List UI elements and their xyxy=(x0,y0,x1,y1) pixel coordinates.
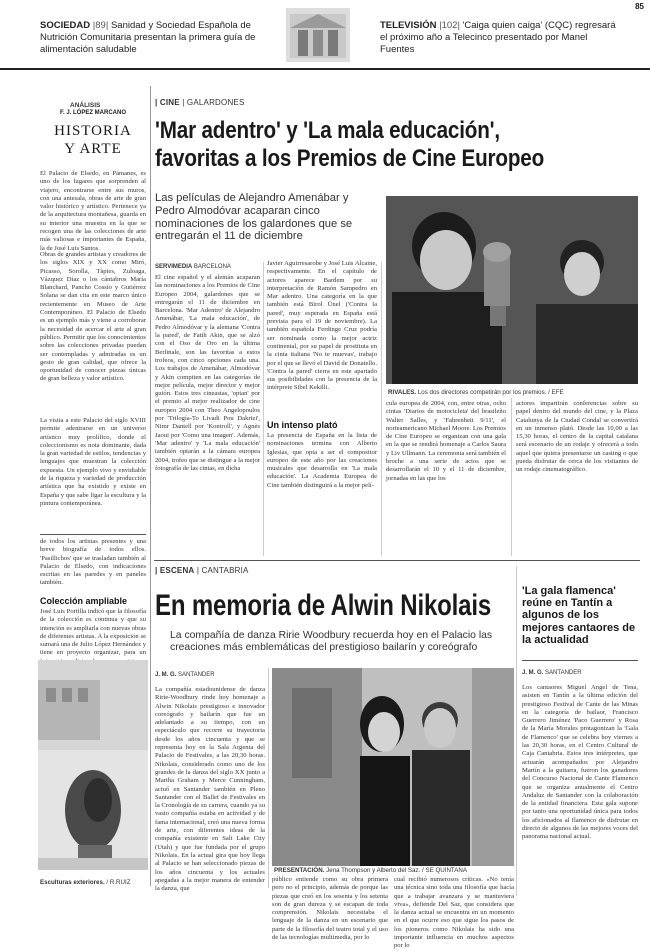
sculpture-caption: Esculturas exteriores. / R.RUIZ xyxy=(40,879,131,886)
cine-col-2b: La presencia de España en la lista de nominaciones termina con Alberto Iglesias, que opta a ser el compositor europeo de este año por las creaciones musicales que desarrolla en 'La mala educación'. La Academia Europea de Cine también distinguirá a la mejor pelí- xyxy=(267,432,377,489)
cine-col-3: cula europea de 2004, con, entre otras, ocho cintas 'Diarios de motocicleta' del brasileño Walter Salles, y 'Fahrenheit 9/11', el norteamericano Michael Moore. Los Premios de Cine Europeo se organizan con una gala en la que se rendirá homenaje a Carlos Saura y Liv Ullmann. La ceremonia será también el broche a una serie de actos que se desarrollarán el 10 y el 11 de diciembre, jornadas en las que los xyxy=(386,400,506,482)
column-title-1: HISTORIA xyxy=(54,123,132,139)
cine-col-divider-3 xyxy=(511,398,512,556)
gala-rule xyxy=(522,660,638,661)
dancers-photo xyxy=(272,668,514,866)
directors-photo xyxy=(386,196,638,384)
banner-left-section: SOCIEDAD xyxy=(40,20,91,31)
cine-col-1: El cine español y el alemán acaparan las nominaciones a los Premios de Cine Europeo 2004, galardones que se entregarán el 11 de diciembre en Barcelona. 'Mar Adentro' de Alejandro Amenábar, 'La mala educación', de Pedro Almodóvar y la alemana 'Contra la pared', de Fatih Akin, que se alzó con el Oso de Oro en la última Berlinale, son las favoritas a estos trofeos, con cinco opciones cada una. Los trabajos de Amenábar, Almodóvar y Akin compiten en las categorías de mejor película, mejor director y mejor guión. Estos tres cineastas, 'optan' por el premio al mejor realizador de cine europeo 2004 con Theo Angelopoulos por 'Trilogía-To Livadi Pou Dakrizi', Nimr Dantell por 'Kontroll', y Agnès Jaoui por 'Como una imagen'. Además, 'Mar adentro' y 'La mala educación' también optarán a la cámara europea 2004, trofeo que se distingue a la mejor fotografía de las cintas, en dicha xyxy=(155,274,260,472)
escena-lede: La compañía de danza Ririe Woodbury recuerda hoy en el Palacio las creaciones más emblemáticas del prestigioso bailarín y coreógrafo xyxy=(170,630,493,653)
escena-col-2: público entiende como su obra primera pero no el principio, además de porque las piezas que creó en los sesenta y los setenta son de gran dureza y se escapan de toda comprensión. Nikolais necesitaba el lenguaje de la danza en un escenario que parte de la filosofía del teatro total y el uso de las tecnologías multimedia, por lo xyxy=(272,876,388,942)
escena-col-1: La compañía estadounidense de danza Ririe-Woodbury rinde hoy homenaje a Alwin Nikolais prestigioso e innovador coreógrafo y bailarín que fue un adelantado a su tiempo, con un espectáculo que recorre su trayectoria desde los años cincuenta y que se representa hoy en la Sala Argenta del Palacio de Festivales, a las 20,30 horas. Nikolais, considerado como uno de los grandes de la danza del siglo XX junto a Martha Graham y Merce Cunningham, actuó en Santander también en Pleno Santander con el Ballet de Festivales en la Cronología de su carrera, cuando ya su vasto compañía estaba en actividad y de fama internacional, creó una nueva forma de arte, con diferentes ideas de la compañía existente en Salt Lake City (Utah) y que fue fundada por el grupo Nikolais. En la actual gira que hoy llega al Palacio se han seleccionado piezas de los años cincuenta y los actuales apegadas a la mejor manera de entender la danza, que xyxy=(155,686,265,893)
escena-section-tag: | ESCENA | CANTABRIA xyxy=(155,566,249,575)
gala-text: Los cantaores Miguel Angel de Tena, asisten en Tantín a la última edición del prestigioso Festival de Cante de las Minas en la categoría de bailaor, Francisco Guerrero Jiménez 'Paco Guerrero' y Rosa de la María Morales protagonizan la 'Gala de Flamenco' que se celebra hoy viernes a las 20,30 horas, en el Centro Cultural de Caja Cantabria. Estos tres intérpretes, que actuarán acompañados por Alejandro Martín a la guitarra, fueron los ganadores del Concurso Nacional de Cante Flamenco que se organiza anualmente el Centro Andaluz de Santander con la colaboración de la entidad financiera. Esta gala supone por tanto una oportunidad única para todos los aficionados al flamenco de disfrutar en directo de algunos de las mejores voces del panorama nacional actual. xyxy=(522,684,638,841)
banner-building-image xyxy=(286,8,350,62)
cine-section-tag: | CINE | GALARDONES xyxy=(155,98,245,107)
column-text-2: Obras de grandes artistas y creadores de los siglos XIX y XX como Miró, Picasso, Sorolla, Tàpies, Zuloaga, Vázquez Díaz o los cántabros María Blanchard, Pancho Cossío y Gutiérrez Solana se dan cita en este marco único recientemente en Museo de Arte Contemporáneo. El Palacio de Elsedo es un ejemplo más y viene a corroborar la necesidad de acercar el arte al gran público. Permitir que los conocimientos sobre las colecciones privadas puedan ser contempladas y admiradas es un gesto de gran calidad, que ofrece la oportunidad de conocer piezas únicas de gran belleza y valor artístico. xyxy=(40,251,146,383)
directors-caption: RIVALES. Los dos directores competirán por los premios. / EFE xyxy=(388,389,564,396)
sculpture-photo xyxy=(38,660,148,870)
cine-col-divider-1 xyxy=(263,262,264,556)
banner-right-text: 'Caiga quien caiga' (CQC) regresará el próximo año a Telecinco presentado por Manel Fuentes xyxy=(380,20,616,55)
gala-divider xyxy=(516,566,517,896)
banner-divider xyxy=(0,68,650,70)
column-text-3: La visita a este Palacio del siglo XVIII permite adentrarse en un universo artístico muy prolífico, donde el coleccionismo es nota dominante, dada la gran variedad de estilos, tendencias y lenguajes que muestran la colección expuesta. Un ejemplo vivo y envidiable de la riqueza y variedad de producción artística que ha existido y existe en España y que sabe ligar la escultura y la pintura contemporánea. xyxy=(40,417,146,507)
gala-headline: 'La gala flamenca' reúne en Tantín a algunos de los mejores cantaores de la actualidad xyxy=(522,585,636,646)
column-divider xyxy=(40,534,146,535)
banner-right-section: TELEVISIÓN xyxy=(380,20,437,31)
cine-byline: SERVIMEDIA BARCELONA xyxy=(155,264,231,270)
escena-top-rule xyxy=(154,560,640,561)
gala-byline: J. M. G. SANTANDER xyxy=(522,670,582,676)
column-kicker: ANÁLISIS xyxy=(70,102,101,109)
cine-headline-2: favoritas a los Premios de Cine Europeo xyxy=(155,145,545,172)
escena-col-divider-1 xyxy=(268,668,269,888)
column-text-5: José Luis Portilla indicó que la filosofía de la colección es continua y que su intención es ampliarla con nuevas obras de diferentes artistas. A la exposición se sumará una de Julio López Hernández y tiene en proyecto organizar, para un xyxy=(40,608,146,657)
banner-left-text: Sanidad y Sociedad Española de Nutrición Comunitaria presentan la primera guía de alimentación saludable xyxy=(40,20,256,55)
column-subhead: Colección ampliable xyxy=(40,596,128,606)
column-text-1: El Palacio de Elsedo, en Pámanes, es uno de los lugares que sorprenden al viajero, encontrarse entre sus muros, con una antesala, obras de arte de gran valor histórico y artístico. Pertenece ya de la arquitectura montañesa, guarda en su interior una muestra en la que se recogen una de las colecciones de arte más valiosas e importantes de España, la de José Luis Santos. xyxy=(40,170,146,252)
banner-left-number: |89| xyxy=(92,20,109,31)
escena-headline: En memoria de Alwin Nikolais xyxy=(155,589,492,622)
column-text-4: de todos los artistas presentes y una breve biografía de todos ellos. 'Pasillichos' que se trasladan también al Palacio de Elsedo, con indicaciones escritas en las paredes y en paneles también. xyxy=(40,538,146,587)
banner-right-number: |102| xyxy=(439,20,460,31)
cine-lede: Las películas de Alejandro Amenábar y Pedro Almodóvar acaparan cinco nominaciones de los galardones que se entregarán el 11 de diciembre xyxy=(155,192,353,243)
cine-col-2a: Javier Aguirresarobe y José Luis Alcaine, respectivamente. En el capítulo de actores aparece Bardem por su interpretación de Ramón Sampedro en Mar adentro. Una categoría en la que también está Birol Ünel ('Contra la pared', muy esperada en España está prevista para el 19 de noviembre). La también española Ferdinge Cruz podría ser nominada como la mejor actriz continental, por su papel de prostituta en la cinta italiana 'No te muevas', trabajo por el que se llevó el David de Donatello. 'Contra la pared' cierra en este apartado sus posibilidades con la presencia de la intérprete Sibel Kekilli. xyxy=(267,260,377,392)
cine-subhead: Un intenso plató xyxy=(267,420,338,430)
cine-col-divider-2 xyxy=(381,262,382,556)
cine-headline-1: 'Mar adentro' y 'La mala educación', xyxy=(155,117,500,144)
escena-col-3: cual recibió numerosos críticas. «No tenía una técnica sino toda una filosofía que hacía que a trabajar avanzara y se mantuviera viva», defiende Del Saz, que considera que la danza actual se encuentra en un momento en el que ocurre eso que sigue los pasos de los pioneros como Nikolais ha sido una importante influencia en muchos aspectos por lo xyxy=(394,876,514,950)
banner-left[interactable] xyxy=(40,20,280,56)
column-author: F. J. LÓPEZ MARCANO xyxy=(59,110,126,116)
left-column-divider xyxy=(150,86,151,886)
cine-col-4: actores impartirán conferencias sobre su papel dentro del mundo del cine, y la Plaza Catalunya de la Ciudad Condal se convertirá en un inmenso plató. Desde las 10,00 a las 15,30 horas, el centro de la capital catalana será escenario de un rodaje y ofrecerá a todo aquel que quiera presentarse un casting o que pueda disfrutar de cerca de los visitantes de un rodaje cinematográfico. xyxy=(516,400,638,474)
page-number: 85 xyxy=(635,2,644,11)
banner-right[interactable] xyxy=(380,20,620,56)
dancers-caption: PRESENTACIÓN. Jena Thompson y Alberto del Saz. / SE QUINTANA xyxy=(274,867,467,874)
column-title-2: Y ARTE xyxy=(64,141,122,157)
escena-byline: J. M. G. SANTANDER xyxy=(155,672,215,678)
